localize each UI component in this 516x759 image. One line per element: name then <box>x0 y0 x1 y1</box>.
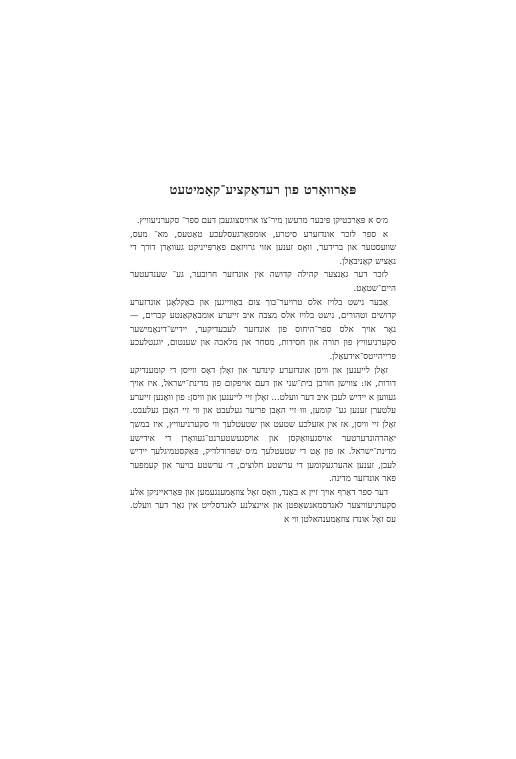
paragraph: א ספר לזכר אונדזערע סיטרע, אומפאַרגעסלעכע טאַטעס, מא־ מעס, שוועסטער און ברידער, וואָס זענען אזוי גרויזאַם פאַרפּייניקט געוואָרן דורך די נאַציש קאַניבאַלן. <box>130 229 396 267</box>
paragraph: אַבער נישט בלויז אלס טרויער־בוך צום באַווייגען און באַקלאָגן אונדזערע קדושים וטהורים, נישט בלויז אלס מצבה איבּ זייערע אומבאַקאַנטע קברים, — נאָר אויך אלס ספר־היחוס פון אונדזער לעבעדיקער, יידיש־דינאַמישער סקערניעוויץ פון תורה און חסידות, מסחר און מלאכה און שענטום, יוגנטלעכע פּרייהייטס־אידעאַלן. <box>130 297 396 362</box>
paragraph: דער ספר דאַרף אויך זיין א באַנד, וואָס זאָל צוזאַמענגעמען און פּאַראייניקן אלע סקערניעוויצער לאנדסמאנשאַפטן און איינצלנע לאנדסלייט אין גאַר דער וועלט. עס זאָל אונדז צוזאַמענהאלטן ווי א <box>130 487 396 526</box>
body-text <box>130 215 396 528</box>
paragraph: לזכר דער גאַנצער קהילה קדושה אין אונדזער חרובער, גע־ שענדעטער היים־שטאָט. <box>130 270 396 294</box>
paragraph: זאָלן לייענען און וויסן אונדזערע קינדער און זאָלן דאָס ווייסן די קומענדיקע דורות, אז: צווישן חורבן בית־שני און דעם אויפקום פון מדינת־ישראל, איז אויך געווען א יידיש לעבן איבּ דער וועלט... זאָלן זיי לייענען און וויסן: פון וואַנען זייערע עלטערן זענען גע־ קומען, וווּ זיי האָבן פריער געלעבט און ווי זיי האָבן געלעבט. זאָלן זיי וויסן, אז אין אזעלכע שטעט און שטעטלעך ווי סקערניעוויץ, איז במשך יאַהרהונדערטער אויסגעוואַקסן און אויסגעשטערנט־געוואָרן די אידישע מדינת־ישראל. אז פון אָט די שטעטלעך מ׳ס שפּרודלדיק, פּאַקסטמיגלעך יידיש לעבן, זענען אהערגעקומען די ערשטע חלוצים, ד׳ ערשטע בויער און קעמפער פאר אונדזער מדינה. <box>130 365 396 485</box>
document-page <box>130 182 396 528</box>
page-title: פּאַרוואָרט פון רעדאַקציע־קאָמיטעט <box>169 183 357 198</box>
paragraph: מ׳ס א פּאַרכטיקן פּיבער מרעשן מיר־צו ארויסצוגעבן דעם ספר־ סקערניעוויץ. <box>136 216 388 226</box>
